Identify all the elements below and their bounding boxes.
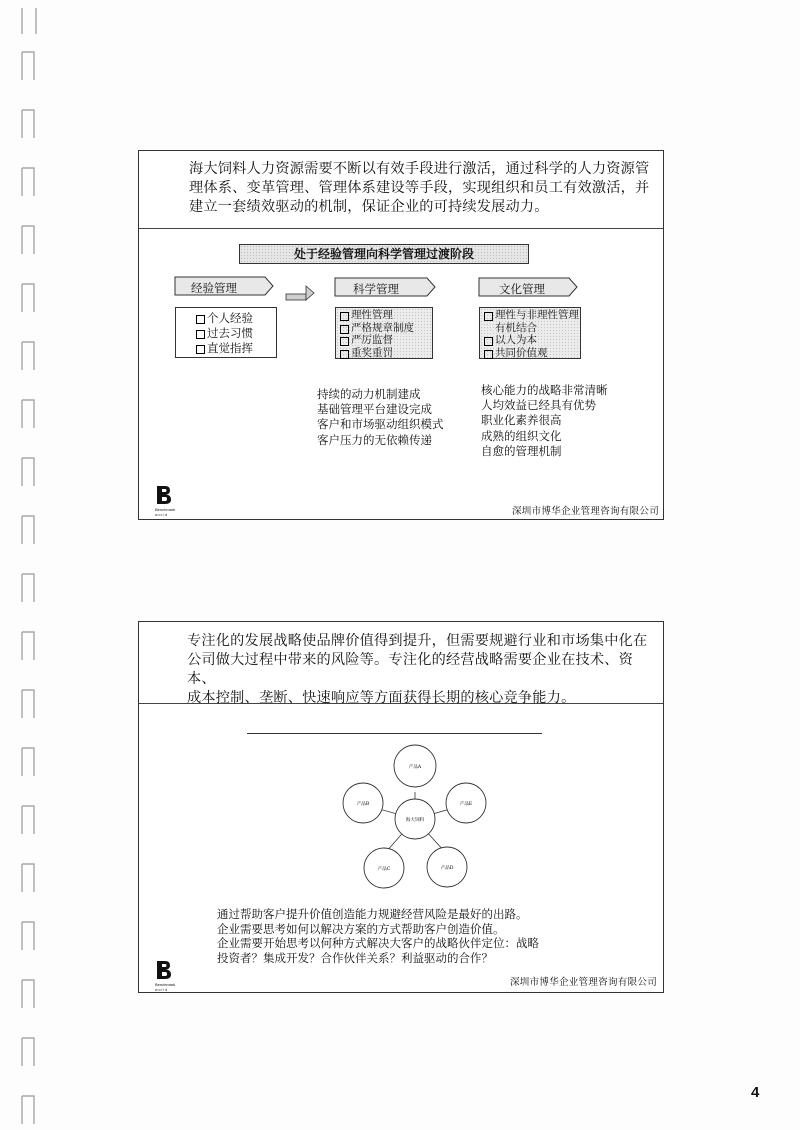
note-line: 持续的动力机制建成: [317, 387, 421, 401]
list-item: 以人为本: [484, 334, 580, 347]
list-item: 严格规章制度: [340, 322, 432, 335]
list-item: 共同价值观: [484, 347, 580, 360]
node-label: 产品A: [408, 765, 422, 770]
checkbox-icon: [340, 350, 349, 359]
note-line: 基础管理平台建设完成: [317, 402, 432, 417]
intro-line: 成本控制、垄断、快速响应等方面获得长期的核心竞争能力。: [187, 690, 576, 706]
stage-banner: 处于经验管理向科学管理过渡阶段: [239, 244, 529, 264]
conclusion-line: 投资者？集成开发？合作伙伴关系？利益驱动的合作？: [217, 950, 493, 965]
note-line: 客户压力的无依赖传递: [317, 432, 432, 447]
conclusion-line: 通过帮助客户提升价值创造能力规避经营风险是最好的出路。: [217, 907, 528, 921]
list-item-continuation: 有机结合: [495, 321, 537, 334]
list-item: 理性与非理性管理: [484, 309, 580, 322]
node-label: 产品B: [356, 802, 370, 807]
list-item: 个人经验: [196, 311, 276, 326]
benchmark-logo: [155, 960, 177, 992]
benchmark-logo-icon: [155, 485, 177, 505]
conclusions: [217, 907, 539, 965]
checkbox-icon: [484, 337, 493, 346]
culture-notes: [481, 383, 608, 459]
list-item: 重奖重罚: [340, 347, 432, 360]
node-label: 产品E: [459, 802, 473, 807]
progress-arrow-icon: [286, 286, 314, 300]
conclusion-line: 企业需要思考如何以解决方案的方式帮助客户创造价值。: [217, 921, 505, 936]
intro-line: 专注化的发展战略使品牌价值得到提升，但需要规避行业和市场集中化在: [187, 633, 648, 649]
checkbox-icon: [196, 345, 205, 354]
note-line: 自愈的管理机制: [481, 443, 562, 458]
benchmark-logo-icon: [155, 960, 177, 980]
science-box: [335, 307, 433, 359]
slide1-footer: 深圳市博华企业管理咨询有限公司: [512, 506, 660, 517]
note-line: 核心能力的战略非常清晰: [481, 383, 608, 397]
logo-text: Benchmark: [155, 982, 176, 987]
stage-title-culture: 文化管理: [499, 282, 545, 296]
logo-subtext: w o r l d: [155, 512, 168, 517]
intro-line: 建立一套绩效驱动的机制，保证企业的可持续发展动力。: [189, 199, 549, 215]
note-line: 人均效益已经具有优势: [481, 398, 596, 413]
checkbox-icon: [484, 350, 493, 359]
checkbox-icon: [340, 337, 349, 346]
experience-box: [175, 307, 277, 358]
conclusion-line: 企业需要开始思考以何种方式解决大客户的战略伙伴定位：战略: [217, 936, 539, 950]
note-line: 职业化素养很高: [481, 413, 562, 428]
culture-box: [479, 307, 581, 359]
page-number: 4: [751, 1084, 760, 1101]
logo-subtext: w o r l d: [155, 987, 168, 992]
stage-title-experience: 经验管理: [191, 281, 237, 295]
node-label: 产品C: [377, 867, 391, 872]
slide2-footer: 深圳市博华企业管理咨询有限公司: [510, 977, 658, 988]
slide-1: [138, 150, 664, 520]
list-item: 过去习惯: [196, 326, 276, 341]
slide-2: [138, 621, 664, 993]
intro-line: 理体系、变革管理、管理体系建设等手段，实现组织和员工有效激活，并: [189, 180, 650, 196]
checkbox-icon: [340, 325, 349, 334]
benchmark-logo: [155, 485, 177, 517]
list-item: 直觉指挥: [196, 341, 276, 356]
science-notes: [317, 387, 444, 448]
note-line: 客户和市场驱动组织模式: [317, 417, 444, 432]
logo-text: Benchmark: [155, 507, 176, 512]
checkbox-icon: [340, 312, 349, 321]
intro-line: 海大饲料人力资源需要不断以有效手段进行激活，通过科学的人力资源管: [189, 161, 650, 177]
stage-title-science: 科学管理: [353, 282, 399, 296]
checkbox-icon: [196, 315, 205, 324]
node-label: 产品D: [440, 866, 454, 871]
checkbox-icon: [196, 330, 205, 339]
list-item: 理性管理: [340, 309, 432, 322]
spiral-binding: [0, 0, 60, 1130]
intro-line: 公司做大过程中带来的风险等。专注化的经营战略需要企业在技术、资本、: [187, 652, 634, 687]
slide1-intro: [139, 151, 663, 229]
checkbox-icon: [484, 312, 493, 321]
hub-label: 海大饲料: [405, 818, 425, 823]
note-line: 成熟的组织文化: [481, 428, 562, 443]
list-item: 严厉监督: [340, 334, 432, 347]
